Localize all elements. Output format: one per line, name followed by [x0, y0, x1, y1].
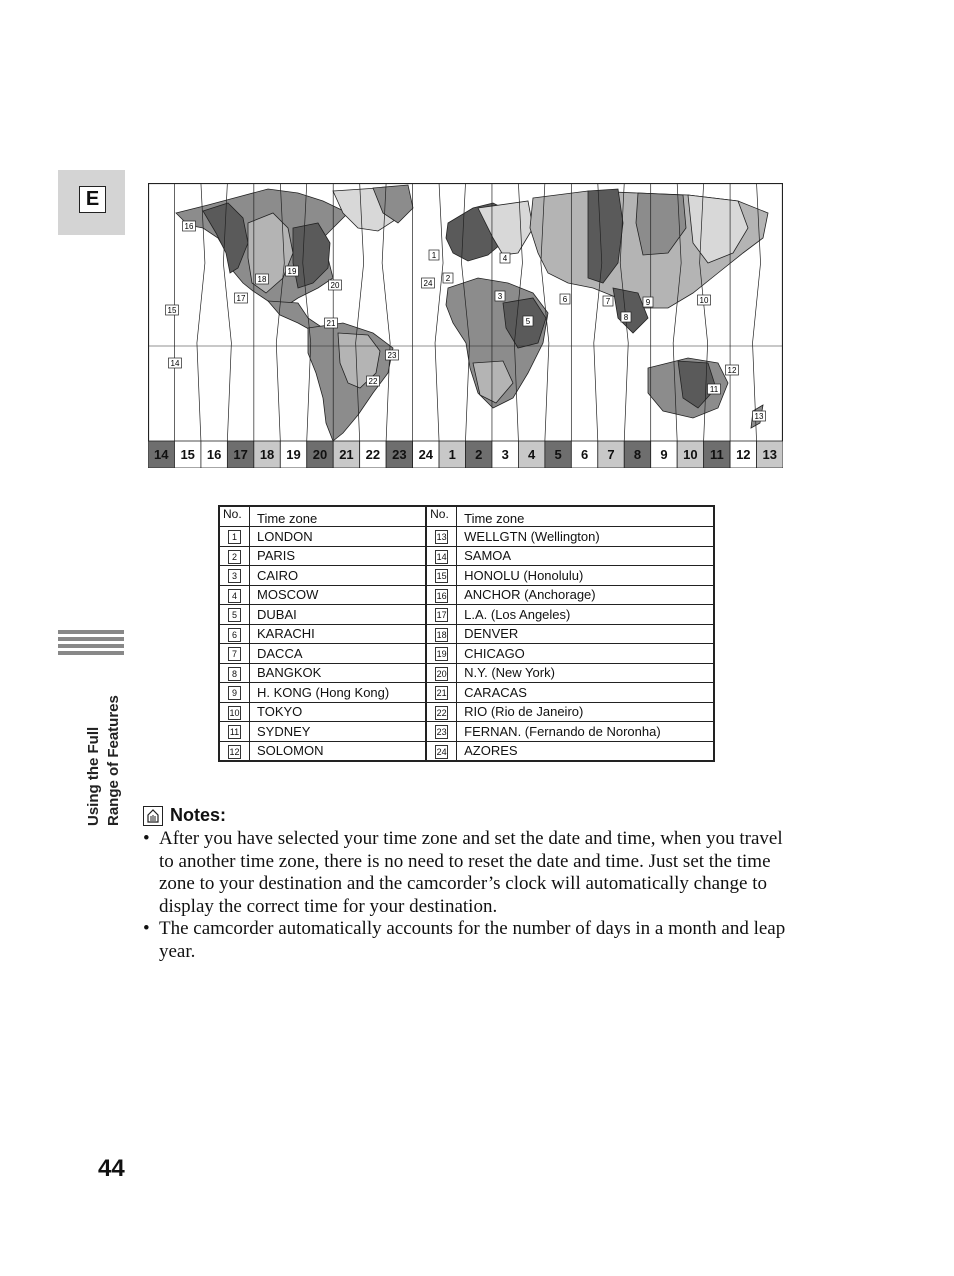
zone-number-cell: [219, 585, 250, 605]
city-marker-label: 16: [184, 222, 194, 231]
zone-number-cell: [219, 702, 250, 722]
zone-number: 23: [436, 727, 447, 738]
city-marker-label: 15: [167, 306, 177, 315]
zone-number-cell: [426, 527, 457, 547]
city-marker-label: 17: [236, 294, 246, 303]
zone-number-cell: [219, 644, 250, 664]
notes-title: Notes:: [170, 805, 227, 825]
notes-icon: [143, 806, 163, 826]
zone-bar-label: 9: [660, 447, 668, 462]
table-row: [219, 741, 714, 761]
world-time-zone-map: [148, 183, 783, 468]
zone-bar-label: 11: [709, 447, 724, 462]
zone-name: CARACAS: [457, 683, 714, 703]
zone-number-cell: [426, 663, 457, 683]
city-marker-label: 4: [502, 254, 508, 263]
zone-number: 1: [228, 530, 241, 544]
zone-number-cell: [426, 624, 457, 644]
zone-number: 10: [229, 707, 240, 718]
zone-name: DACCA: [250, 644, 427, 664]
zone-number: 24: [436, 746, 447, 757]
zone-number: 9: [228, 686, 241, 700]
zone-number: 14: [436, 551, 447, 562]
city-marker-label: 5: [525, 317, 531, 326]
zone-bar-label: 13: [762, 447, 778, 462]
city-marker-label: 19: [287, 267, 297, 276]
zone-bar-label: 7: [607, 447, 615, 462]
zone-number: 15: [436, 571, 447, 582]
zone-number-cell: [426, 546, 457, 566]
zone-name: MOSCOW: [250, 585, 427, 605]
zone-bar-label: 18: [259, 447, 275, 462]
city-marker-label: 1: [431, 251, 437, 260]
side-label-line2: Range of Features: [105, 695, 122, 826]
zone-number: 20: [436, 668, 447, 679]
zone-number: 11: [229, 727, 240, 738]
side-label-line1: Using the Full: [85, 726, 102, 826]
zone-number-cell: [219, 605, 250, 625]
note-item: • The camcorder automatically accounts for the number of days in a month and leap year.: [143, 918, 793, 963]
zone-number: 12: [229, 746, 240, 757]
zone-number-cell: [219, 624, 250, 644]
table-row: [219, 722, 714, 742]
zone-name: CAIRO: [250, 566, 427, 586]
city-marker-label: 18: [257, 275, 267, 284]
zone-bar-label: 17: [233, 447, 248, 462]
notes-heading: [143, 805, 793, 826]
zone-number-cell: [219, 527, 250, 547]
zone-name: SYDNEY: [250, 722, 427, 742]
zone-number-cell: [219, 683, 250, 703]
zone-number-cell: [426, 585, 457, 605]
zone-number-cell: [219, 741, 250, 761]
zone-name: H. KONG (Hong Kong): [250, 683, 427, 703]
zone-number: 3: [228, 569, 241, 583]
table-row: [219, 624, 714, 644]
zone-number-cell: [219, 663, 250, 683]
zone-bar-label: 19: [286, 447, 301, 462]
zone-name: HONOLU (Honolulu): [457, 566, 714, 586]
zone-name: BANGKOK: [250, 663, 427, 683]
table-header-row: [219, 506, 714, 527]
table-row: [219, 702, 714, 722]
city-marker-label: 6: [562, 295, 568, 304]
notes-list: [143, 828, 793, 963]
zone-bar-label: 22: [365, 447, 381, 462]
zone-number-cell: [426, 722, 457, 742]
table-row: [219, 644, 714, 664]
city-marker-label: 7: [605, 297, 611, 306]
note-item: • After you have selected your time zone and set the date and time, when you travel to another time zone, there is no need to reset the date and time. Just set the time zone to your destination and the camcorder’s clock will automatically change to display the correct time for your destination.: [143, 828, 793, 918]
zone-bar-label: 24: [418, 447, 434, 462]
table-row: [219, 585, 714, 605]
zone-number: 22: [436, 707, 447, 718]
zone-number-cell: [426, 702, 457, 722]
zone-bar-label: 5: [554, 447, 562, 462]
zone-number-cell: [426, 566, 457, 586]
zone-number-cell: [219, 722, 250, 742]
zone-bar-label: 4: [528, 447, 536, 462]
zone-number: 8: [228, 667, 241, 681]
table-row: [219, 546, 714, 566]
side-decoration-bars: [58, 630, 124, 658]
zone-number-cell: [426, 683, 457, 703]
zone-bar-label: 12: [736, 447, 751, 462]
city-marker-label: 13: [754, 412, 764, 421]
city-marker-label: 23: [387, 351, 397, 360]
zone-name: FERNAN. (Fernando de Noronha): [457, 722, 714, 742]
zone-number: 18: [436, 629, 447, 640]
zone-name: PARIS: [250, 546, 427, 566]
city-marker-label: 8: [623, 313, 629, 322]
table-row: [219, 605, 714, 625]
zone-name: TOKYO: [250, 702, 427, 722]
notes-section: [143, 805, 793, 963]
city-marker-label: 11: [709, 385, 719, 394]
zone-number: 6: [228, 628, 241, 642]
zone-name: SOLOMON: [250, 741, 427, 761]
zone-bar-label: 16: [206, 447, 222, 462]
zone-number: 21: [436, 688, 447, 699]
city-marker-label: 22: [368, 377, 378, 386]
zone-name: KARACHI: [250, 624, 427, 644]
page-number: 44: [98, 1155, 125, 1182]
zone-number: 2: [228, 550, 241, 564]
zone-bar-label: 2: [475, 447, 483, 462]
zone-bar-label: 20: [312, 447, 328, 462]
zone-number-cell: [426, 644, 457, 664]
zone-number: 16: [436, 590, 447, 601]
header-no-right: No.: [426, 506, 457, 527]
zone-number: 4: [228, 589, 241, 603]
city-marker-label: 20: [330, 281, 340, 290]
zone-name: AZORES: [457, 741, 714, 761]
zone-name: WELLGTN (Wellington): [457, 527, 714, 547]
zone-name: RIO (Rio de Janeiro): [457, 702, 714, 722]
zone-number: 17: [436, 610, 447, 621]
zone-bar-label: 14: [153, 447, 169, 462]
city-marker-label: 14: [170, 359, 180, 368]
zone-name: LONDON: [250, 527, 427, 547]
time-zone-table: [218, 505, 715, 762]
zone-bar-label: 6: [580, 447, 589, 462]
zone-name: DUBAI: [250, 605, 427, 625]
zone-number: 5: [228, 608, 241, 622]
city-marker-label: 12: [727, 366, 737, 375]
section-letter: E: [79, 186, 106, 213]
header-no-left: No.: [219, 506, 250, 527]
zone-name: CHICAGO: [457, 644, 714, 664]
zone-bar-label: 15: [180, 447, 195, 462]
city-marker-label: 21: [326, 319, 336, 328]
zone-name: SAMOA: [457, 546, 714, 566]
zone-bar-label: 23: [392, 447, 407, 462]
table-row: [219, 566, 714, 586]
zone-number: 7: [228, 647, 241, 661]
zone-name: N.Y. (New York): [457, 663, 714, 683]
zone-name: ANCHOR (Anchorage): [457, 585, 714, 605]
zone-number: 13: [436, 532, 447, 543]
city-marker-label: 24: [423, 279, 433, 288]
zone-bar-label: 3: [501, 447, 509, 462]
city-marker-label: 10: [699, 296, 709, 305]
side-section-label: [84, 656, 124, 826]
zone-bar-label: 1: [448, 447, 456, 462]
zone-bar-label: 21: [339, 447, 354, 462]
zone-number-cell: [219, 566, 250, 586]
city-marker-label: 2: [445, 274, 451, 283]
zone-number-cell: [219, 546, 250, 566]
zone-number: 19: [436, 649, 447, 660]
header-zone-right: Time zone: [457, 506, 714, 527]
zone-bar-label: 10: [683, 447, 698, 462]
city-marker-label: 3: [497, 292, 503, 301]
table-row: [219, 527, 714, 547]
header-zone-left: Time zone: [250, 506, 427, 527]
zone-name: L.A. (Los Angeles): [457, 605, 714, 625]
zone-number-cell: [426, 605, 457, 625]
table-row: [219, 663, 714, 683]
table-row: [219, 683, 714, 703]
zone-name: DENVER: [457, 624, 714, 644]
zone-number-cell: [426, 741, 457, 761]
zone-bar-label: 8: [633, 447, 642, 462]
city-marker-label: 9: [645, 298, 651, 307]
